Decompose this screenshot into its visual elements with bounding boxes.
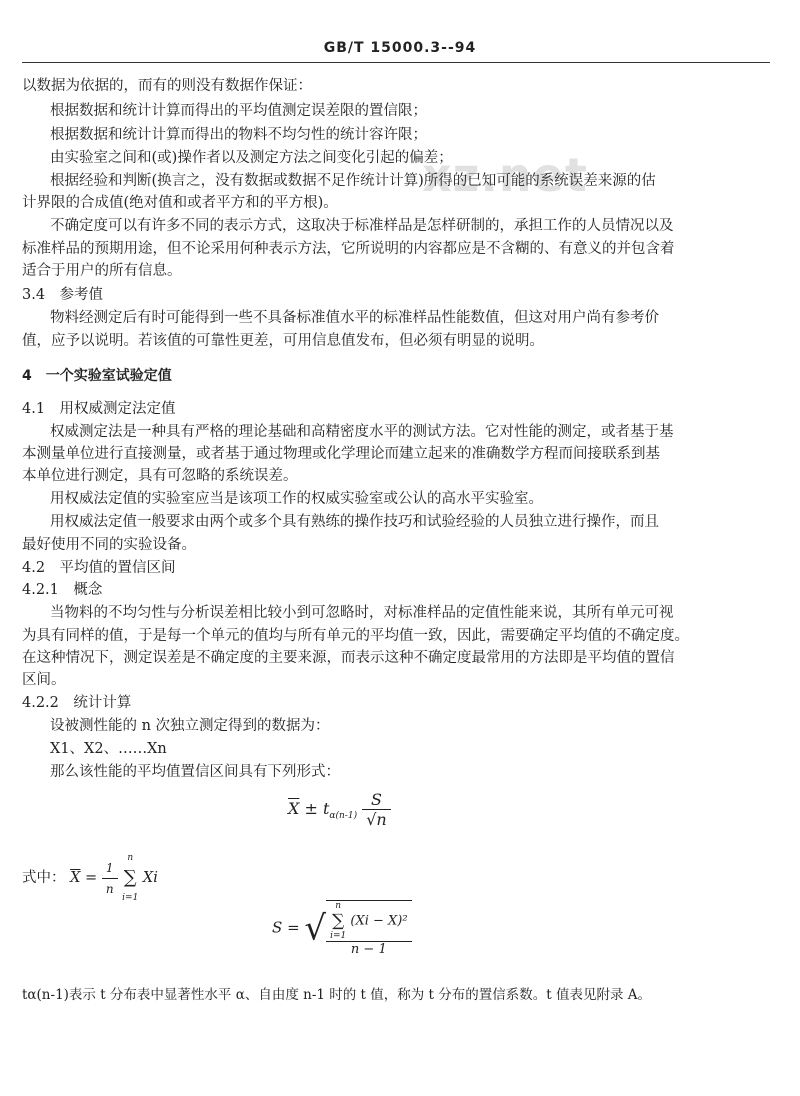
- summation: [122, 848, 138, 908]
- text-line: X1、X2、……Xn: [50, 741, 167, 757]
- text-line: 那么该性能的平均值置信区间具有下列形式：: [50, 764, 340, 780]
- sum-sign: ∑: [332, 911, 345, 931]
- denominator: n: [105, 881, 114, 896]
- sum-term: Xi: [142, 870, 158, 886]
- sum-bottom: i=1: [330, 931, 347, 941]
- plus-minus: ±: [304, 799, 318, 818]
- sum-top: n: [127, 853, 134, 863]
- text-line: 物料经测定后有时可能得到一些不具备标准值水平的标准样品性能数值，但这对用户尚有参考价: [50, 310, 659, 326]
- equals: =: [287, 918, 300, 937]
- page-header: GB/T 15000.3--94: [323, 40, 477, 56]
- denominator: n − 1: [350, 942, 387, 957]
- summation: [330, 901, 346, 941]
- footnote-line: tα(n-1)表示 t 分布表中显著性水平 α、自由度 n-1 时的 t 值，称为 t 分布的置信系数。t 值表见附录 A。: [22, 987, 652, 1003]
- text-line: 当物料的不均匀性与分析误差相比较小到可忽略时，对标准样品的定值性能来说，其所有单元可视: [50, 605, 674, 621]
- text-line: 不确定度可以有许多不同的表示方式，这取决于标准样品是怎样研制的，承担工作的人员情况以及: [50, 218, 674, 234]
- text-line: 在这种情况下，测定误差是不确定度的主要来源，而表示这种不确定度最常用的方法即是平均值的置信: [22, 650, 675, 666]
- section-heading: 4.2.2 统计计算: [22, 695, 132, 711]
- sum-sign: ∑: [123, 867, 137, 888]
- formula-mean: [22, 848, 158, 908]
- sum-body: (Xi − X)²: [350, 913, 408, 929]
- header-rule: [22, 62, 770, 63]
- text-line: 权威测定法是一种具有严格的理论基础和高精密度水平的测试方法。它对性能的测定，或者基于基: [50, 424, 674, 440]
- numerator: 1: [102, 858, 118, 879]
- numerator: S: [362, 790, 391, 810]
- x-bar: $\overline{X}$: [70, 870, 81, 886]
- sqrt-fraction: [326, 900, 411, 957]
- t-subscript: α(n-1): [329, 811, 358, 822]
- section-heading: 4.2 平均值的置信区间: [22, 560, 176, 576]
- s-symbol: S: [272, 918, 283, 937]
- text-line: 标准样品的预期用途，但不论采用何种表示方法，它所说明的内容都应是不含糊的、有意义的并包含着: [22, 241, 675, 257]
- formula-std-dev: [272, 900, 412, 957]
- sum-bottom: i=1: [122, 893, 139, 903]
- equals: =: [85, 870, 98, 886]
- text-line: 适合于用户的所有信息。: [22, 263, 182, 279]
- section-heading: 4 一个实验室试验定值: [22, 368, 172, 384]
- text-line: 值，应予以说明。若该值的可靠性更差，可用信息值发布，但必须有明显的说明。: [22, 333, 544, 349]
- text-line: 根据数据和统计计算而得出的平均值测定误差限的置信限；: [50, 103, 427, 119]
- s-over-root-n: [362, 790, 391, 829]
- one-over-n: [102, 858, 118, 899]
- text-line: 根据数据和统计计算而得出的物料不均匀性的统计容许限；: [50, 127, 427, 143]
- text-line: 最好使用不同的实验设备。: [22, 537, 196, 553]
- section-heading: 3.4 参考值: [22, 287, 104, 303]
- section-heading: 4.1 用权威测定法定值: [22, 401, 176, 417]
- text-line: 设被测性能的 n 次独立测定得到的数据为：: [50, 718, 330, 734]
- text-line: 以数据为依据的，而有的则没有数据作保证：: [22, 78, 312, 94]
- sqrt-sign: √: [304, 908, 327, 949]
- text-line: 本测量单位进行直接测量，或者基于通过物理或化学理论而建立起来的准确数学方程而间接联系到基: [22, 446, 660, 462]
- t-symbol: t: [322, 799, 330, 818]
- text-line: 本单位进行测定，具有可忽略的系统误差。: [22, 468, 298, 484]
- section-heading: 4.2.1 概念: [22, 582, 103, 598]
- text-line: 为具有同样的值，于是每一个单元的值均与所有单元的平均值一致，因此，需要确定平均值的不确定度。: [22, 628, 689, 644]
- text-line: 由实验室之间和(或)操作者以及测定方法之间变化引起的偏差；: [50, 150, 453, 166]
- x-bar: $\overline{X}$: [288, 799, 300, 818]
- watermark: xz.net: [422, 148, 588, 202]
- sum-top: n: [335, 901, 342, 911]
- numerator: [326, 901, 411, 942]
- text-line: 用权威法定值一般要求由两个或多个具有熟练的操作技巧和试验经验的人员独立进行操作，而且: [50, 514, 659, 530]
- denominator: √n: [366, 810, 387, 829]
- text-line: 计界限的合成值(绝对值和或者平方和的平方根)。: [22, 195, 338, 211]
- text-line: 用权威法定值的实验室应当是该项工作的权威实验室或公认的高水平实验室。: [50, 491, 543, 507]
- text-line: 区间。: [22, 672, 66, 688]
- formula-lead: 式中：: [22, 870, 66, 886]
- formula-confidence-interval: [288, 790, 391, 829]
- text-line: 根据经验和判断(换言之，没有数据或数据不足作统计计算)所得的已知可能的系统误差来源的估: [50, 173, 656, 189]
